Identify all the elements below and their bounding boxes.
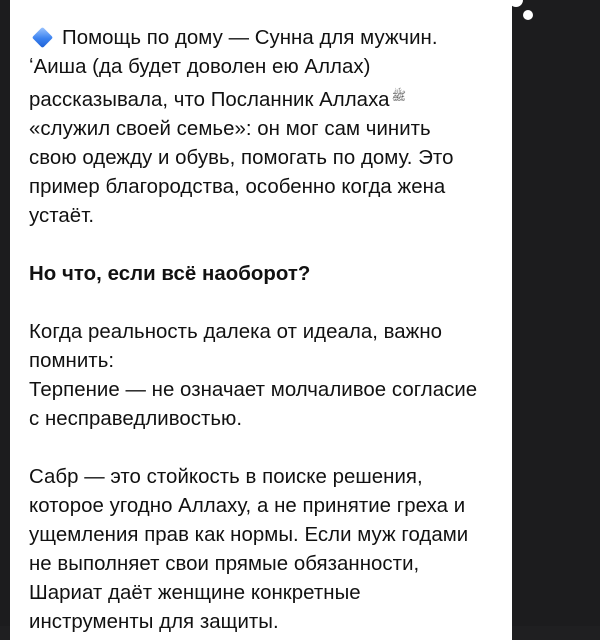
text-line: Терпение — не означает молчаливое согласие — [29, 379, 478, 401]
text-line — [29, 82, 517, 115]
text-line: устаёт. — [29, 205, 95, 227]
blue-diamond-icon — [32, 27, 53, 48]
text-line-content: рассказывала, что Посланник Аллаха — [29, 89, 390, 111]
paragraph-gap — [29, 289, 517, 318]
text-line: помнить: — [29, 350, 115, 372]
unread-dot — [523, 10, 533, 20]
text-line: которое угодно Аллаху, а не принятие греха и — [29, 495, 466, 517]
section-heading: Но что, если всё наоборот? — [29, 263, 311, 285]
text-line: Сабр — это стойкость в поиске решения, — [29, 466, 423, 488]
text-line: ущемления прав как нормы. Если муж годами — [29, 524, 469, 546]
text-line: Шариат даёт женщине конкретные — [29, 582, 361, 604]
text-line: Когда реальность далека от идеала, важно — [29, 321, 443, 343]
paragraph-gap — [29, 434, 517, 463]
text-line — [29, 24, 517, 53]
message-bubble[interactable] — [10, 0, 512, 640]
paragraph-gap — [29, 231, 517, 260]
text-line: не выполняет свои прямые обязанности, — [29, 553, 420, 575]
text-line-content: Помощь по дому — Сунна для мужчин. — [62, 27, 438, 49]
text-line: инструменты для защиты. — [29, 611, 279, 633]
text-line: ʻАиша (да будет доволен ею Аллах) — [29, 56, 371, 78]
text-line: «служил своей семье»: он мог сам чинить — [29, 118, 431, 140]
chat-background-left — [0, 0, 10, 626]
text-line: пример благородства, особенно когда жена — [29, 176, 446, 198]
paragraph-patience — [29, 318, 517, 434]
paragraph-sunnah — [29, 24, 517, 231]
text-line: свою одежду и обувь, помогать по дому. Это — [29, 147, 454, 169]
salawat-glyph: ﷺ — [391, 89, 406, 103]
paragraph-sabr — [29, 463, 517, 637]
chat-background-right — [512, 0, 600, 626]
message-text[interactable] — [29, 24, 517, 637]
text-line: с несправедливостью. — [29, 408, 243, 430]
